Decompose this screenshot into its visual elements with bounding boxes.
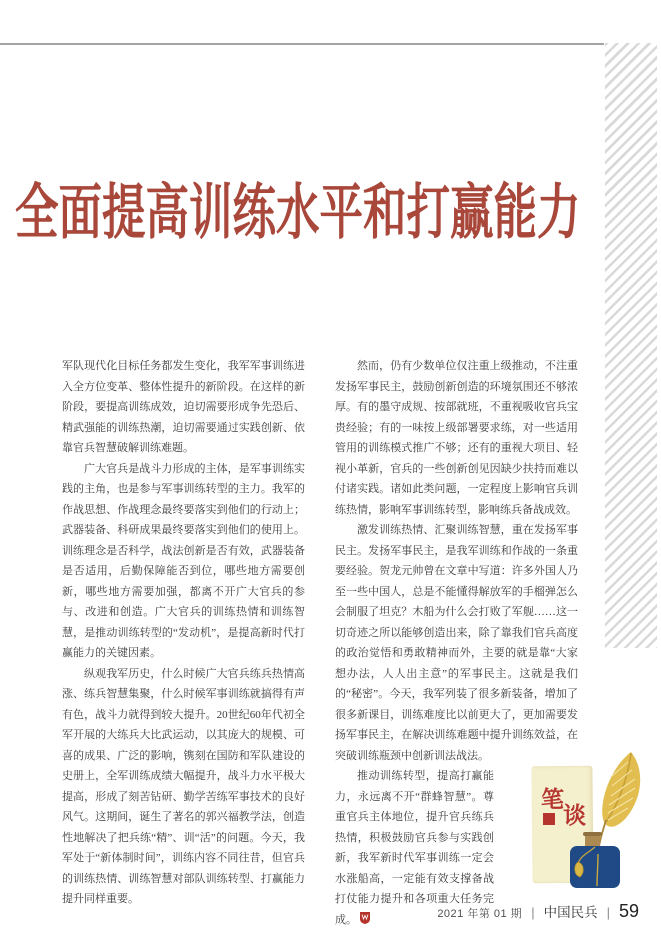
footer-separator: | bbox=[606, 905, 610, 920]
diagonal-stripes-decoration bbox=[605, 43, 657, 648]
paragraph: 纵观我军历史，什么时候广大官兵练兵热情高涨、练兵智慧集聚，什么时候军事训练就搞得有声有色，战斗力就得到较大提升。20世纪60年代初全军开展的大练兵大比武运动，以其庞大的规模、可喜的成果、广泛的影响，镌刻在国防和军队建设的史册上，全军训练成绩大幅提升，战斗力水平极大提高，形成了刻苦钻研、勤学苦练军事技术的良好风气。这期间，诞生了著名的郭兴福教学法，创造性地解决了把兵练“精”、训“活”的问题。今天，我军处于“新体制时间”，训练内容不同往昔，但官兵的训练热情、训练智慧对部队训练转型、打赢能力提升同样重要。 bbox=[62, 667, 305, 905]
badge-label-char1: 笔 bbox=[541, 787, 564, 812]
page-footer bbox=[437, 901, 639, 922]
footer-separator: | bbox=[531, 905, 535, 920]
paragraph: 军队现代化目标任务都发生变化，我军军事训练进入全方位变革、整体性提升的新阶段。在这样的新阶段，要提高训练成效，迫切需要形成争先恐后、精武强能的训练热潮，迫切需要通过实践创新、依靠官兵智慧破解训练难题。 bbox=[62, 360, 305, 454]
quill-and-ink-bottle-icon bbox=[568, 750, 661, 894]
paragraph: 广大官兵是战斗力形成的主体，是军事训练实践的主角，也是参与军事训练转型的主力。我军的作战思想、作战理念最终要落实到他们的行动上；武器装备、科研成果最终要落实到他们的使用上。训练理念是否科学，战法创新是否有效，武器装备是否适用，后勤保障能否到位，哪些地方需要创新，哪些地方需要加强，都离不开广大官兵的参与、改进和创造。广大官兵的训练热情和训练智慧，是推动训练转型的“发动机”，是提高新时代打赢能力的关键因素。 bbox=[62, 462, 305, 659]
end-of-article-icon bbox=[360, 912, 370, 924]
top-divider-rule bbox=[0, 43, 604, 45]
bitan-column-badge bbox=[532, 764, 661, 894]
badge-label-char2: 谈 bbox=[563, 803, 586, 828]
article-title: 全面提高训练水平和打赢能力 bbox=[15, 179, 581, 246]
article-body bbox=[62, 356, 578, 930]
left-column bbox=[62, 356, 305, 930]
page-number: 59 bbox=[618, 901, 639, 921]
magazine-name: 中国民兵 bbox=[543, 905, 598, 920]
paragraph: 然而，仍有少数单位仅注重上级推动，不注重发扬军事民主，鼓励创新创造的环境氛围还不够浓厚。有的墨守成规、按部就班，不重视吸收官兵宝贵经验；有的一味按上级部署要求练，对一些适用管用的训练模式推广不够；还有的重视大项目、轻视小革新，官兵的一些创新创见因缺少扶持而难以付诸实践。诸如此类问题，一定程度上影响官兵训练热情，影响军事训练转型，影响练兵备战成效。 bbox=[335, 360, 578, 516]
issue-label: 2021 年第 01 期 bbox=[437, 908, 523, 920]
paragraph: 激发训练热情、汇聚训练智慧，重在发扬军事民主。发扬军事民主，是我军训练和作战的一条重要经验。贺龙元帅曾在文章中写道：许多外国人乃至一些中国人，总是不能懂得解放军的手榴弹怎么会制服了坦克？木船为什么会打败了军舰……这一切奇迹之所以能够创造出来，除了靠我们官兵高度的政治觉悟和勇敢精神而外，主要的就是靠“大家想办法，人人出主意”的军事民主。这就是我们的“秘密”。今天，我军列装了很多新装备，增加了很多新课目，训练难度比以前更大了，更加需要发扬军事民主，在解决训练难题中提升训练效益，在突破训练瓶颈中创新训法战法。 bbox=[335, 524, 578, 762]
red-square-decoration bbox=[543, 813, 555, 825]
paragraph-text: 推动训练转型，提高打赢能力，永远离不开“群蜂智慧”。尊重官兵主体地位，提升官兵练兵热情，积极鼓励官兵参与实践创新，我军新时代军事训练一定会水涨船高，一定能有效支撑备战打仗能力提升和各项重大任务完成。 bbox=[335, 770, 494, 926]
